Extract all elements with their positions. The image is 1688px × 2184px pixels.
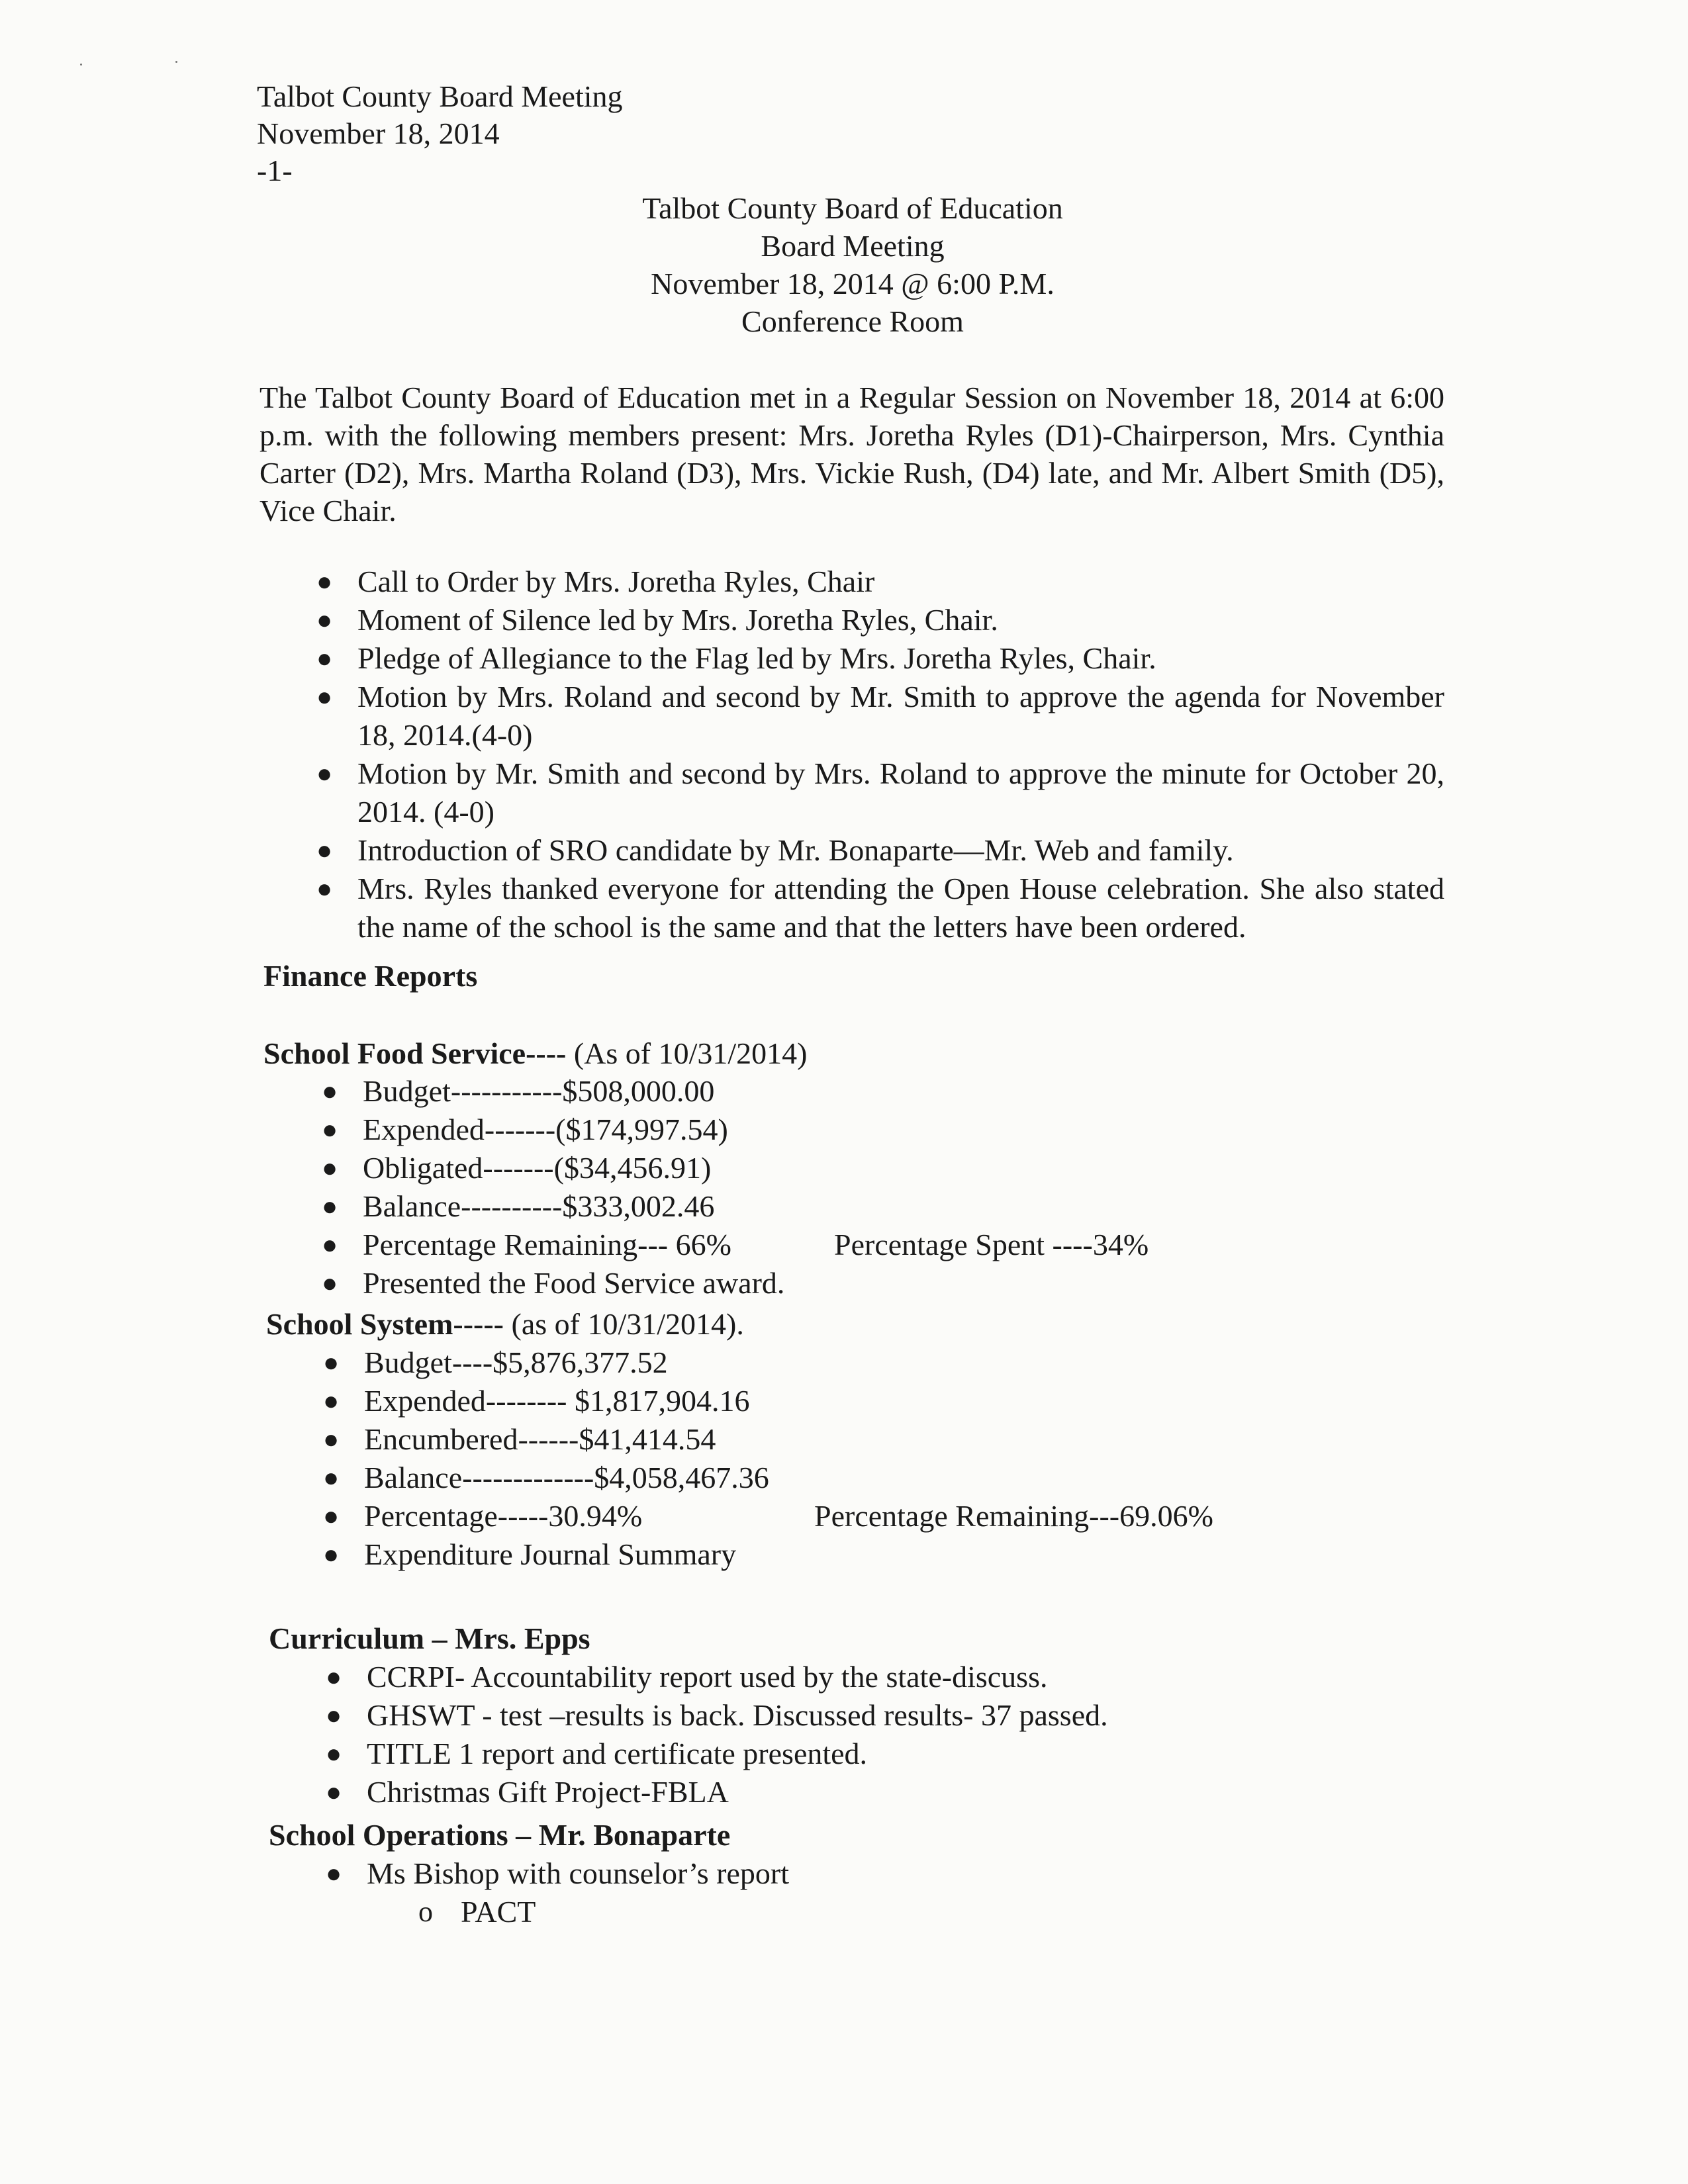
scan-speck	[175, 61, 177, 63]
school-operations-list	[326, 1854, 1492, 1893]
bullet-icon: ●	[316, 682, 333, 711]
scan-speck	[80, 64, 82, 66]
bullet-icon: ●	[323, 1501, 340, 1531]
title-organization: Talbot County Board of Education	[642, 191, 1063, 225]
bullet-icon: ●	[323, 1539, 340, 1569]
list-item: ● Obligated-------($34,456.91)	[363, 1149, 1488, 1187]
percentage-spent: Percentage Spent ----34%	[834, 1228, 1149, 1261]
agenda-item: ● Motion by Mr. Smith and second by Mrs. Roland to approve the minute for October 20, 2014. (4-0)	[357, 754, 1444, 831]
header-date: November 18, 2014	[257, 116, 500, 150]
finance-reports-heading: Finance Reports	[263, 959, 478, 993]
bullet-icon: ●	[323, 1463, 340, 1492]
list-item: ● Christmas Gift Project-FBLA	[367, 1773, 1492, 1811]
school-system-list	[323, 1343, 1489, 1574]
list-item: ● GHSWT - test –results is back. Discussed results- 37 passed.	[367, 1696, 1492, 1735]
list-item: ● Percentage Remaining--- 66% Percentage Spent ----34%	[363, 1226, 1488, 1264]
bullet-icon: ●	[322, 1115, 338, 1144]
page-number: -1-	[257, 154, 293, 187]
agenda-item: ● Motion by Mrs. Roland and second by Mr. Smith to approve the agenda for November 18, 2014.(4-0)	[357, 678, 1444, 754]
list-item: ● Encumbered------$41,414.54	[364, 1420, 1489, 1459]
bullet-icon: ●	[316, 605, 333, 635]
school-operations-heading: School Operations – Mr. Bonaparte	[269, 1818, 731, 1852]
list-item: ● TITLE 1 report and certificate presented.	[367, 1735, 1492, 1773]
bullet-icon: ●	[322, 1153, 338, 1183]
title-meeting: Board Meeting	[761, 229, 945, 263]
intro-paragraph: The Talbot County Board of Education met in a Regular Session on November 18, 2014 at 6:00 p.m. with the following members present: Mrs. Joretha Ryles (D1)-Chairperson, Mrs. Cynthia Carter (D2), Mrs. Martha Roland (D3), Mrs. Vickie Rush, (D4) late, and Mr. Albert Smith (D5), Vice Chair.	[259, 381, 1444, 527]
bullet-icon: ●	[322, 1191, 338, 1221]
agenda-item: ● Mrs. Ryles thanked everyone for attending the Open House celebration. She also stated the name of the school is the same and that the letters have been ordered.	[357, 870, 1444, 946]
title-datetime: November 18, 2014 @ 6:00 P.M.	[651, 267, 1055, 300]
list-item: ● Ms Bishop with counselor’s report	[367, 1854, 1492, 1893]
curriculum-list	[326, 1658, 1492, 1811]
list-item: ● Budget----$5,876,377.52	[364, 1343, 1489, 1382]
list-item: ● Balance----------$333,002.46	[363, 1187, 1488, 1226]
agenda-item: ● Call to Order by Mrs. Joretha Ryles, Chair	[357, 563, 1444, 601]
bullet-icon: ●	[323, 1424, 340, 1454]
bullet-icon: ●	[323, 1347, 340, 1377]
bullet-icon: ●	[316, 643, 333, 673]
agenda-item: ● Moment of Silence led by Mrs. Joretha Ryles, Chair.	[357, 601, 1444, 639]
circle-bullet-icon: o	[418, 1895, 433, 1928]
agenda-item: ● Pledge of Allegiance to the Flag led by Mrs. Joretha Ryles, Chair.	[357, 639, 1444, 678]
bullet-icon: ●	[316, 567, 333, 596]
bullet-icon: ●	[326, 1662, 342, 1692]
bullet-icon: ●	[323, 1386, 340, 1416]
agenda-list	[316, 563, 1444, 946]
food-service-heading: School Food Service---- (As of 10/31/2014)	[263, 1036, 808, 1070]
bullet-icon: ●	[322, 1076, 338, 1106]
bullet-icon: ●	[322, 1268, 338, 1298]
list-item: ● Balance-------------$4,058,467.36	[364, 1459, 1489, 1497]
sublist-item: o PACT	[461, 1893, 536, 1931]
list-item: ● Budget-----------$508,000.00	[363, 1072, 1488, 1111]
bullet-icon: ●	[326, 1700, 342, 1730]
title-location: Conference Room	[741, 304, 964, 338]
bullet-icon: ●	[322, 1230, 338, 1259]
bullet-icon: ●	[316, 874, 333, 903]
school-system-heading: School System----- (as of 10/31/2014).	[266, 1307, 744, 1341]
header-title: Talbot County Board Meeting	[257, 79, 623, 113]
list-item: ● Expenditure Journal Summary	[364, 1535, 1489, 1574]
bullet-icon: ●	[326, 1777, 342, 1807]
curriculum-heading: Curriculum – Mrs. Epps	[269, 1621, 590, 1655]
list-item: ● Expended-------($174,997.54)	[363, 1111, 1488, 1149]
percentage-remaining: Percentage Remaining---69.06%	[814, 1499, 1213, 1533]
bullet-icon: ●	[316, 835, 333, 865]
list-item: ● CCRPI- Accountability report used by the state-discuss.	[367, 1658, 1492, 1696]
running-header	[257, 78, 623, 189]
bullet-icon: ●	[316, 758, 333, 788]
food-service-list	[322, 1072, 1488, 1302]
list-item: ● Presented the Food Service award.	[363, 1264, 1488, 1302]
bullet-icon: ●	[326, 1858, 342, 1888]
list-item: ● Expended-------- $1,817,904.16	[364, 1382, 1489, 1420]
school-operations-sublist	[418, 1893, 536, 1931]
list-item: ● Percentage-----30.94% Percentage Remaining---69.06%	[364, 1497, 1489, 1535]
document-title-block	[0, 189, 1688, 340]
agenda-item: ● Introduction of SRO candidate by Mr. Bonaparte—Mr. Web and family.	[357, 831, 1444, 870]
bullet-icon: ●	[326, 1739, 342, 1768]
